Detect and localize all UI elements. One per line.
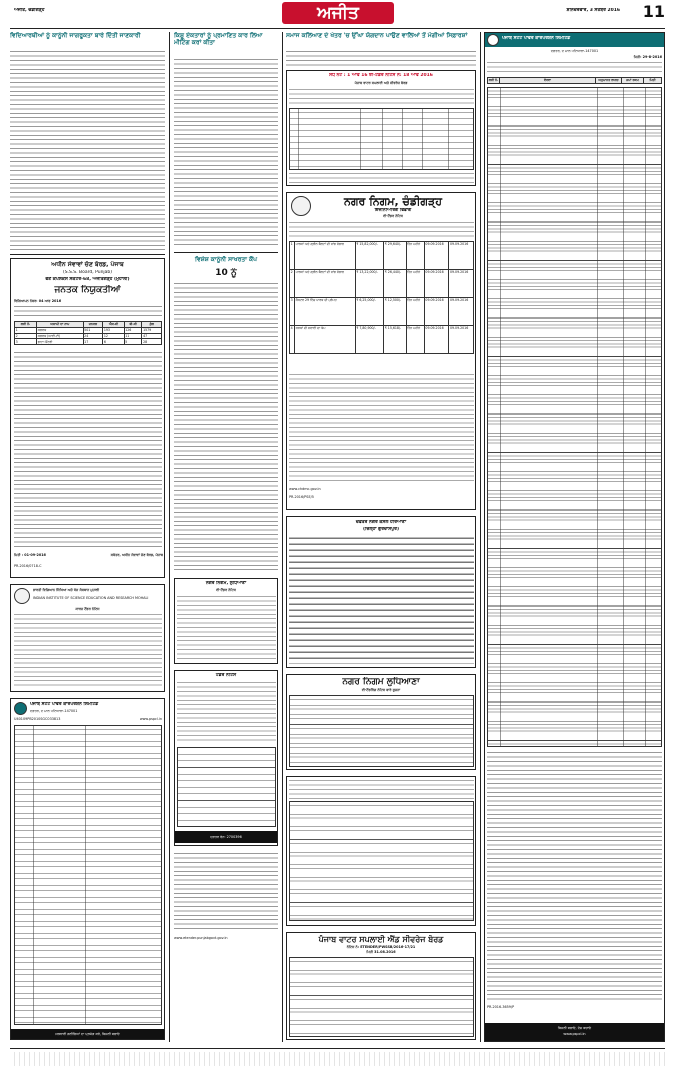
council-body-text (289, 536, 474, 664)
table-cell: 4 (290, 326, 295, 354)
col3-article-text (286, 50, 476, 66)
sssb-th: ਐਸ.ਸੀ (103, 322, 124, 328)
signoff-name: ਸਕੱਤਰ, ਅਧੀਨ ਸੇਵਾਵਾਂ ਚੋਣ ਬੋਰਡ, ਪੰਜਾਬ (110, 553, 163, 557)
pwss-date: ਮਿਤੀ 31.08.2016 (366, 950, 396, 954)
sssb-table (14, 321, 162, 345)
corp-reference: PR-2016/PSE/5 (289, 495, 314, 499)
table-cell: 09.09.2016 (424, 242, 449, 270)
sssb-th: ਲੜੀ ਨੰ. (15, 322, 37, 328)
pspcl-table-header (487, 77, 662, 84)
sssb-th: ਕੁੱਲ (142, 322, 162, 328)
pspcl-name: ਪੰਜਾਬ ਸਟੇਟ ਪਾਵਰ ਕਾਰਪੋਰੇਸ਼ਨ ਲਿਮਟਿਡ (502, 36, 571, 41)
table-cell: ₹ 26,440/- (384, 270, 406, 298)
pwss-board-table (289, 957, 474, 1037)
column-divider (480, 32, 481, 1042)
col2-misc-text (174, 852, 278, 932)
pspcl-ref: PR-2016-3659/P (487, 1005, 515, 1009)
sssb-title: ਅਧੀਨ ਸੇਵਾਵਾਂ ਚੋਣ ਬੋਰਡ, ਪੰਜਾਬ (51, 261, 124, 268)
sssb-notice (10, 258, 165, 578)
pspcl-tender-rows (487, 87, 662, 747)
ludhiana-tender-1 (174, 578, 278, 664)
table-cell: ₹ 15,82,000/- (355, 242, 383, 270)
pwss-tender-top (286, 776, 476, 926)
table-cell: 3 (290, 298, 295, 326)
table-cell: ਪਾਰਕਾਂ ਅਤੇ ਗ੍ਰੀਨ ਬੈਲਟਾਂ ਦੀ ਸਾਂਭ ਸੰਭਾਲ (295, 242, 356, 270)
col2-article-text (174, 58, 278, 248)
corp-title: ਨਗਰ ਨਿਗਮ, ਚੰਡੀਗੜ੍ਹ (344, 195, 442, 208)
table-cell: ₹ 15,618/- (384, 326, 406, 354)
pspcl-footer-bar (485, 1023, 664, 1041)
etender-website: www.etender.punjabgovt.gov.in (174, 936, 228, 940)
sssb-th: ਅਸਾਮੀ ਦਾ ਨਾਮ (37, 322, 83, 328)
table-cell: ਤਿੰਨ ਮਹੀਨੇ (406, 242, 424, 270)
camp-title: ਵਿਸ਼ੇਸ਼ ਕਾਨੂੰਨੀ ਸਾਖਰਤਾ ਕੈਂਪ (195, 256, 257, 263)
table-cell: ₹ 13,22,000/- (355, 270, 383, 298)
table-cell: 1 (15, 327, 37, 333)
col3-headline: ਸਮਾਜ ਕਲਿਆਣ ਦੇ ਖੇਤਰ 'ਚ ਉੱਘਾ ਯੋਗਦਾਨ ਪਾਉਣ ਵਾਲਿਆਂ ਤੋਂ ਮੰਗੀਆਂ ਸਿਫ਼ਾਰਸ਼ਾਂ (286, 32, 468, 39)
pwss-notice-number: ਨੋਟਿਸ ਨੰ: ETENDER/PWSSB/2016-17/21 (346, 945, 416, 949)
pspcl-notice-right (484, 32, 665, 1042)
col2-headline: ਕਿਸ਼ੂ ਏਕਤਾਰਾਂ ਨੂੰ ਪ੍ਰਮਾਣਿਤ ਕਾਰ ਲਿਆ ਮੀਟਿੰਗ ਕਰਾਂ ਕੀਤਾ (174, 32, 263, 47)
table-cell: 17 (83, 339, 103, 345)
corrigendum-table (289, 108, 474, 170)
col1-headline: ਵਿਦਿਆਰਥੀਆਂ ਨੂੰ ਕਾਨੂੰਨੀ ਜਾਗਰੂਕਤਾ ਬਾਰੇ ਦਿੱਤੀ ਜਾਣਕਾਰੀ (10, 32, 141, 39)
table-cell: ਕਲਰਕ (37, 327, 83, 333)
pspcl-address: ਦਫ਼ਤਰ, ਦ ਮਾਲ ਪਟਿਆਲਾ-147001 (550, 49, 599, 53)
pwss-board-notice (286, 932, 476, 1040)
col1-article-text (10, 50, 165, 250)
table-cell: ₹ 12,500/- (384, 298, 406, 326)
table-cell: ਤਿੰਨ ਮਹੀਨੇ (406, 270, 424, 298)
tender2-title: ਟੈਂਡਰ ਨੋਟਿਸ (215, 673, 237, 678)
pspcl-website: www.pspcl.in (139, 717, 162, 721)
corrigendum-intro (289, 88, 474, 106)
pwss-top-table (289, 801, 474, 921)
table-cell: 3 (15, 339, 37, 345)
table-cell: ₹ 29,640/- (384, 242, 406, 270)
table-cell: ਪਾਰਕਾਂ ਅਤੇ ਗ੍ਰੀਨ ਬੈਲਟਾਂ ਦੀ ਸਾਂਭ ਸੰਭਾਲ (295, 270, 356, 298)
tender1-body (177, 595, 276, 661)
table-cell: 1 (290, 242, 295, 270)
tender-notice-2 (174, 670, 278, 846)
pspcl-address: ਦਫ਼ਤਰ, ਦ ਮਾਲ ਪਟਿਆਲਾ-147001 (30, 709, 78, 713)
table-cell: 28 (142, 339, 162, 345)
reference-number: PR-2016/0718-C (14, 564, 42, 568)
council-subtitle: (ਜ਼ਿਲ੍ਹਾ ਗੁਰਦਾਸਪੁਰ) (362, 527, 400, 532)
masthead-logo: ਅਜੀਤ (282, 2, 394, 24)
corp-tender-table (289, 241, 474, 354)
council-notice (286, 516, 476, 668)
sssb-intro-text (14, 305, 162, 319)
table-cell: 47 (142, 333, 162, 339)
pspcl-th: ਮਿਤੀ (644, 78, 662, 84)
corp-intro (289, 221, 474, 239)
header-rule (10, 28, 665, 29)
page-header (0, 0, 675, 28)
pwss-top-intro (289, 779, 474, 799)
iiser-body-text (14, 613, 162, 689)
institute-logo-icon (14, 588, 30, 604)
column-divider (282, 32, 283, 1042)
pspcl-header-bar (485, 33, 664, 47)
pspcl-th: ਅਨੁਮਾਨਤ ਲਾਗਤ (596, 78, 622, 84)
table-cell: ਸੜਕਾਂ ਦੀ ਸਫਾਈ ਦਾ ਕੰਮ (295, 326, 356, 354)
table-cell: ਤਿੰਨ ਮਹੀਨੇ (406, 326, 424, 354)
sssb-body-text (14, 351, 162, 547)
table-cell: 09.09.2016 (424, 298, 449, 326)
table-cell: 501 (83, 327, 103, 333)
pspcl-cin: U40109PB2010SGC033813 (14, 717, 61, 721)
pspcl-website: www.pspcl.in (563, 1032, 586, 1036)
sssb-th: ਜਨਰਲ (83, 322, 103, 328)
pspcl-footer: ਸਰਕਾਰੀ ਗਲੀਚਿਆਂ ਦਾ ਪ੍ਰਯੋਗ ਕਰੋ, ਬਿਜਲੀ ਬਚਾਓ (11, 1029, 164, 1039)
pwss-banner: ਪੰਜਾਬ ਵਾਟਰ ਸਪਲਾਈ ਐਂਡ ਸੀਵਰੇਜ ਬੋਰਡ (318, 935, 444, 944)
header-location: ਅਜੀਤ, ਚੰਡੀਗੜ੍ਹ (14, 8, 45, 13)
pspcl-date: ਮਿਤੀ: 29-8-2016 (633, 55, 662, 59)
table-cell: 09.09.2016 (424, 270, 449, 298)
header-date: ਸ਼ਨਿੱਚਰਵਾਰ, 3 ਸਤੰਬਰ 2016 (566, 8, 620, 13)
phone-bar: ਦਫ਼ਤਰ ਫੋਨ: 2700396 (175, 831, 277, 843)
table-cell: 5 (124, 339, 142, 345)
table-cell: ਡਾਟਾ ਐਂਟਰੀ (37, 339, 83, 345)
table-cell: 09.09.2016 (424, 326, 449, 354)
table-cell: ₹ 6,25,000/- (355, 298, 383, 326)
corporation-logo-icon (291, 196, 311, 216)
tender-label: ਕਾਰਜ ਟੈਂਡਰ ਨੋਟਿਸ (75, 607, 100, 611)
column-2 (174, 32, 278, 1042)
chandigarh-corp-notice (286, 192, 476, 510)
table-cell: 126 (124, 327, 142, 333)
ludhiana-corp-notice (286, 674, 476, 770)
table-cell: 09.09.2016 (449, 242, 474, 270)
tender1-subtitle: ਈ-ਟੈਂਡਰ ਨੋਟਿਸ (216, 588, 236, 592)
pspcl-th: ਜਮਾਂ ਰਕਮ (622, 78, 644, 84)
column-3 (286, 32, 476, 1042)
table-cell: 09.09.2016 (449, 298, 474, 326)
pspcl-logo-icon (14, 702, 27, 715)
sssb-address: ਵਣ ਕੰਪਲੈਕਸ ਸੈਕਟਰ-68, ਅਜੀਤਗੜ੍ਹ (ਮੁਹਾਲੀ) (45, 277, 130, 282)
table-cell: ਕਲਰਕ (ਆਈ.ਟੀ) (37, 333, 83, 339)
ludhiana-title: ਨਗਰ ਨਿਗਮ ਲੁਧਿਆਣਾ (342, 677, 420, 687)
tender1-title: ਨਗਰ ਨਿਗਮ, ਲੁਧਿਆਣਾ (205, 581, 247, 586)
ludhiana-subtitle: ਈ-ਟੈਂਡਰਿੰਗ ਨੋਟਿਸ ਬਾਰੇ ਸੂਚਨਾ (361, 688, 401, 692)
corp-website: www.chdmc.gov.in (289, 487, 321, 491)
column-1 (10, 32, 165, 1042)
corrigendum-board: ਪੰਜਾਬ ਵਾਟਰ ਸਪਲਾਈ ਅਤੇ ਸੀਵਰੇਜ ਬੋਰਡ (354, 81, 408, 85)
table-cell: 09.09.2016 (449, 270, 474, 298)
institute-name-en: INDIAN INSTITUTE OF SCIENCE EDUCATION AND RESEARCH MOHALI (33, 596, 149, 600)
corp-department: ਇੰਜੀਨੀਅਰਿੰਗ ਵਿਭਾਗ (374, 208, 412, 213)
table-cell: 6 (103, 339, 124, 345)
ludhiana-table (289, 695, 474, 767)
table-cell: ਸੈਕਟਰ 29 ਵਿੱਚ ਪਾਰਕ ਦੀ ਮੁਰੰਮਤ (295, 298, 356, 326)
pspcl-tender-table (14, 725, 162, 1025)
pspcl-notice-left (10, 698, 165, 1040)
corp-body-text (289, 373, 474, 483)
sssb-th: ਬੀ.ਸੀ (124, 322, 142, 328)
column-divider (169, 32, 170, 1042)
corrigendum-footer (289, 172, 474, 184)
pspcl-intro (487, 61, 662, 75)
adv-number: ਵਿਗਿਆਪਨ ਨੰਬਰ: 04 ਆਫ 2016 (14, 299, 62, 303)
pspcl-terms-text (487, 751, 662, 1001)
sssb-notice-title: ਜਨਤਕ ਨਿਯੁਕਤੀਆਂ (54, 285, 121, 295)
council-title: ਦਫ਼ਤਰ ਨਗਰ ਕੌਂਸਲ ਹਰਿਆਣਾ (355, 520, 407, 525)
camp-article-text (174, 282, 278, 572)
page-number: 11 (642, 3, 665, 21)
divider (10, 254, 165, 255)
table-row (15, 339, 162, 345)
signoff-date: ਮਿਤੀ : 01-09-2016 (14, 553, 46, 557)
table-row (290, 326, 474, 354)
pspcl-th: ਲੜੀ ਨੰ. (488, 78, 499, 83)
sssb-subtitle: (S.S.S. Board, Punjab) (62, 270, 113, 275)
pspcl-slogan: ਬਿਜਲੀ ਬਚਾਓ, ਦੇਸ਼ ਬਚਾਓ (557, 1026, 592, 1030)
footer-rule (10, 1048, 665, 1049)
table-cell: 24 (83, 333, 103, 339)
table-cell: 2 (290, 270, 295, 298)
table-cell: ਤਿੰਨ ਮਹੀਨੇ (406, 298, 424, 326)
camp-count: 10 ਨੂੰ (215, 268, 237, 278)
divider (174, 252, 278, 253)
table-cell: 12 (103, 333, 124, 339)
table-cell: 2 (15, 333, 37, 339)
tender2-table (177, 747, 276, 827)
table-row (290, 242, 474, 270)
pspcl-logo-icon (487, 34, 499, 46)
tender2-body (177, 681, 276, 743)
iiser-notice (10, 584, 165, 692)
page-footer-strip (10, 1052, 665, 1066)
table-cell: 193 (103, 327, 124, 333)
table-cell: 1579 (142, 327, 162, 333)
corp-notice-label: ਈ-ਟੈਂਡਰ ਨੋਟਿਸ (383, 214, 403, 218)
table-cell: ₹ 7,80,900/- (355, 326, 383, 354)
pspcl-th: ਵੇਰਵਾ (500, 78, 596, 84)
table-cell: 09.09.2016 (449, 326, 474, 354)
table-row (290, 270, 474, 298)
pspcl-name: ਪੰਜਾਬ ਸਟੇਟ ਪਾਵਰ ਕਾਰਪੋਰੇਸ਼ਨ ਲਿਮਟਿਡ (30, 702, 99, 707)
institute-name: ਭਾਰਤੀ ਵਿਗਿਆਨ ਸਿੱਖਿਆ ਅਤੇ ਖੋਜ ਸੰਸਥਾਨ ਮੁਹਾਲੀ (33, 588, 99, 592)
table-row (290, 298, 474, 326)
table-cell: 11 (124, 333, 142, 339)
pwssb-corrigendum (286, 70, 476, 186)
corrigendum-title: ਸੋਧ ਨੋਟ : 1 ਆਫ 16 ਈ-ਟੈਂਡਰ ਨੋਟਿਸ ਨੰ: 18 ਆਫ 2016 (329, 73, 433, 78)
